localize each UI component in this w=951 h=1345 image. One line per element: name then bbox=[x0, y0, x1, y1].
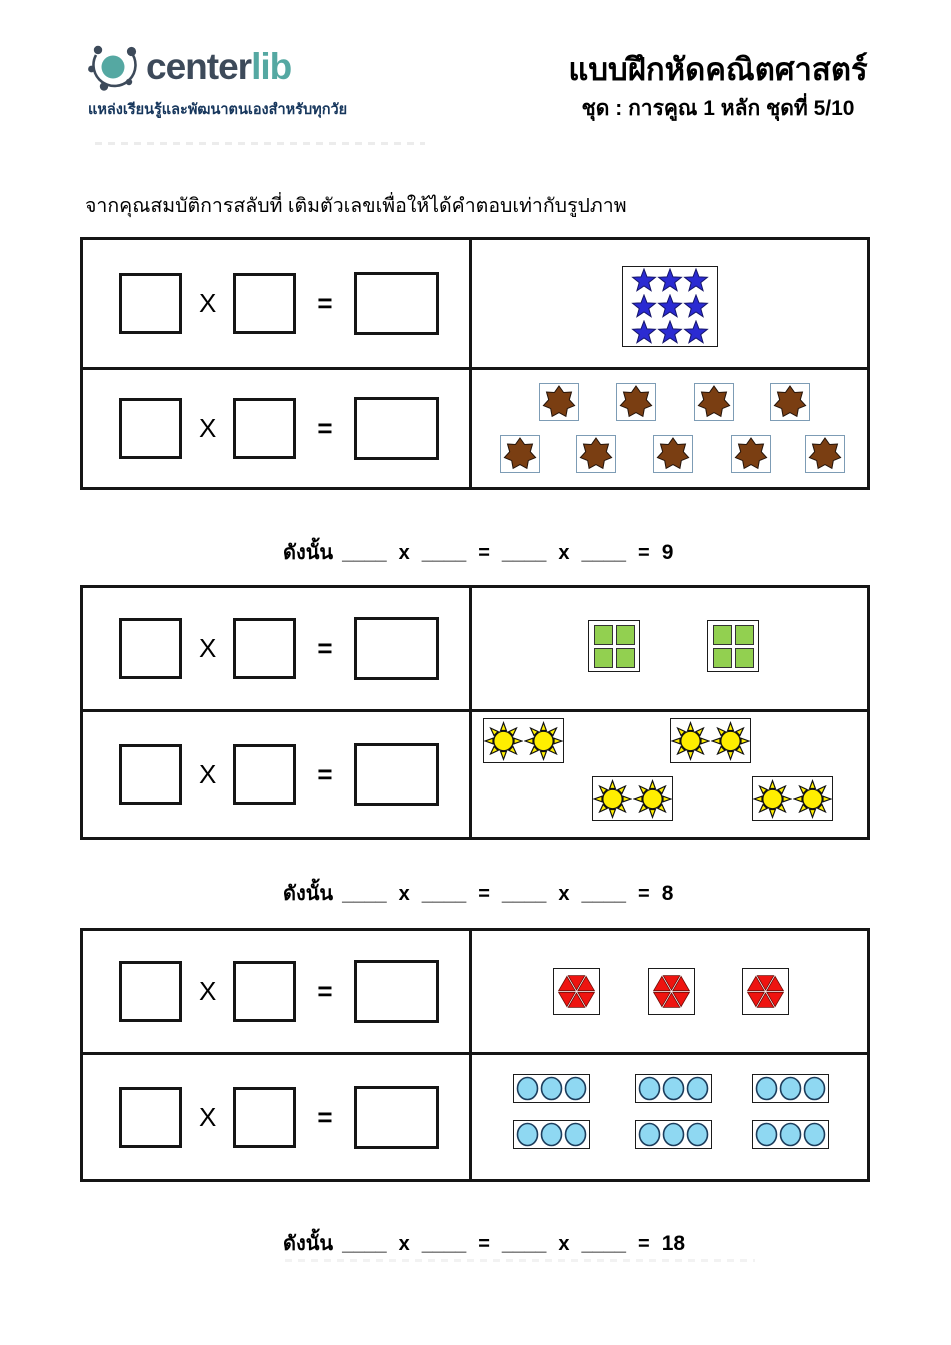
times-label: x bbox=[558, 542, 570, 564]
answer-line-prefix: ดังนั้น bbox=[283, 883, 334, 905]
picture-frame bbox=[752, 1120, 829, 1149]
answer-result: 9 bbox=[661, 541, 674, 564]
sun-icon bbox=[633, 779, 672, 819]
green-square-icon bbox=[594, 625, 613, 645]
answer-box-factor-2[interactable] bbox=[233, 618, 296, 679]
equals-sign: = bbox=[317, 1101, 333, 1132]
problem-table bbox=[80, 585, 870, 840]
answer-blank-2[interactable]: ____ bbox=[421, 542, 467, 564]
green-square-icon bbox=[713, 625, 732, 645]
sun-icon bbox=[593, 779, 632, 819]
answer-box-factor-2[interactable] bbox=[233, 744, 296, 805]
blue-star-icon bbox=[683, 320, 709, 346]
blue-circle-icon bbox=[755, 1122, 778, 1147]
red-triangle-hex-icon bbox=[651, 971, 692, 1012]
picture-frame bbox=[752, 1074, 829, 1103]
picture-frame bbox=[648, 968, 695, 1015]
answer-blank-4[interactable]: ____ bbox=[581, 542, 627, 564]
faint-artifact-line bbox=[95, 142, 425, 145]
instruction-text: จากคุณสมบัติการสลับที่ เติมตัวเลขเพื่อให้ได้คำตอบเท่ากับรูปภาพ bbox=[85, 195, 627, 217]
answer-line bbox=[283, 536, 685, 568]
answer-blank-1[interactable]: ____ bbox=[342, 542, 387, 564]
answer-box-factor-1[interactable] bbox=[119, 1087, 182, 1148]
blue-circle-icon bbox=[516, 1076, 539, 1101]
times-label: x bbox=[558, 883, 570, 905]
equals-label: = bbox=[478, 883, 490, 905]
blue-circle-icon bbox=[516, 1122, 539, 1147]
answer-box-product[interactable] bbox=[354, 1086, 439, 1149]
answer-blank-4[interactable]: ____ bbox=[581, 883, 627, 905]
green-square-grid bbox=[713, 625, 754, 668]
answer-box-product[interactable] bbox=[354, 743, 439, 806]
picture-cell bbox=[472, 712, 867, 837]
picture-cell bbox=[472, 588, 867, 712]
answer-box-factor-2[interactable] bbox=[233, 273, 296, 334]
worksheet-title: แบบฝึกหัดคณิตศาสตร์ bbox=[568, 52, 868, 87]
times-sign: X bbox=[199, 633, 217, 663]
times-sign: X bbox=[199, 1101, 217, 1132]
picture-frame bbox=[635, 1074, 712, 1103]
times-label: x bbox=[398, 542, 410, 564]
green-square-icon bbox=[616, 648, 635, 668]
picture-cell bbox=[472, 240, 867, 370]
times-label: x bbox=[398, 1233, 410, 1255]
sun-icon bbox=[671, 721, 710, 761]
picture-frame bbox=[670, 718, 751, 763]
brown-star-icon bbox=[734, 437, 768, 471]
red-triangle-hex-icon bbox=[745, 971, 786, 1012]
blue-star-icon bbox=[657, 294, 683, 320]
faint-artifact-line bbox=[285, 1259, 755, 1262]
equals-sign: = bbox=[317, 288, 333, 318]
blue-circle-icon bbox=[564, 1076, 587, 1101]
picture-frame bbox=[513, 1074, 590, 1103]
picture-frame bbox=[770, 383, 810, 421]
green-square-icon bbox=[713, 648, 732, 668]
picture-cell bbox=[472, 370, 867, 487]
problem-table bbox=[80, 928, 870, 1182]
sun-icon bbox=[484, 721, 523, 761]
equals-sign: = bbox=[317, 976, 333, 1006]
answer-blank-2[interactable]: ____ bbox=[421, 883, 467, 905]
equals-label: = bbox=[638, 1233, 650, 1255]
picture-frame bbox=[500, 435, 540, 473]
answer-blank-4[interactable]: ____ bbox=[581, 1233, 627, 1255]
red-triangle-hex-icon bbox=[556, 971, 597, 1012]
picture-frame bbox=[592, 776, 673, 821]
blue-circle-icon bbox=[803, 1122, 826, 1147]
brown-star-icon bbox=[503, 437, 537, 471]
brown-star-icon bbox=[656, 437, 690, 471]
blue-circle-icon bbox=[779, 1076, 802, 1101]
equation-cell bbox=[83, 712, 472, 837]
equation-cell bbox=[83, 370, 472, 487]
brown-star-icon bbox=[542, 385, 576, 419]
blue-circle-icon bbox=[662, 1122, 685, 1147]
picture-frame bbox=[707, 620, 759, 672]
brand-wordmark bbox=[146, 46, 291, 88]
brand-tagline: แหล่งเรียนรู้และพัฒนาตนเองสำหรับทุกวัย bbox=[88, 102, 348, 118]
blue-circle-icon bbox=[686, 1122, 709, 1147]
picture-frame bbox=[653, 435, 693, 473]
green-square-icon bbox=[735, 625, 754, 645]
answer-blank-3[interactable]: ____ bbox=[501, 1233, 547, 1255]
sun-icon bbox=[524, 721, 563, 761]
blue-circle-icon bbox=[755, 1076, 778, 1101]
answer-box-factor-1[interactable] bbox=[119, 398, 182, 459]
sun-icon bbox=[793, 779, 832, 819]
answer-box-product[interactable] bbox=[354, 397, 439, 460]
times-label: x bbox=[398, 883, 410, 905]
times-label: x bbox=[558, 1233, 570, 1255]
answer-blank-3[interactable]: ____ bbox=[501, 883, 547, 905]
centerlib-logo-icon bbox=[84, 38, 142, 96]
times-sign: X bbox=[199, 288, 217, 318]
green-square-icon bbox=[594, 648, 613, 668]
picture-frame bbox=[553, 968, 600, 1015]
picture-frame bbox=[752, 776, 833, 821]
picture-frame bbox=[742, 968, 789, 1015]
answer-box-factor-1[interactable] bbox=[119, 273, 182, 334]
picture-frame bbox=[622, 266, 718, 347]
answer-blank-3[interactable]: ____ bbox=[501, 542, 547, 564]
equals-sign: = bbox=[317, 759, 333, 789]
blue-star-icon bbox=[683, 268, 709, 294]
answer-blank-2[interactable]: ____ bbox=[421, 1233, 467, 1255]
answer-blank-1[interactable]: ____ bbox=[342, 1233, 387, 1255]
green-square-icon bbox=[735, 648, 754, 668]
picture-frame bbox=[483, 718, 564, 763]
problem-table bbox=[80, 237, 870, 490]
picture-cell bbox=[472, 1055, 867, 1179]
picture-frame bbox=[576, 435, 616, 473]
blue-circle-icon bbox=[540, 1122, 563, 1147]
answer-result: 8 bbox=[661, 882, 674, 905]
blue-circle-icon bbox=[638, 1122, 661, 1147]
answer-line-prefix: ดังนั้น bbox=[283, 542, 334, 564]
times-sign: X bbox=[199, 976, 217, 1006]
times-sign: X bbox=[199, 759, 217, 789]
answer-line-prefix: ดังนั้น bbox=[283, 1233, 334, 1255]
blue-circle-icon bbox=[686, 1076, 709, 1101]
title-block bbox=[498, 52, 938, 125]
brown-star-icon bbox=[579, 437, 613, 471]
blue-star-icon bbox=[683, 294, 709, 320]
blue-star-icon bbox=[631, 320, 657, 346]
answer-result: 18 bbox=[661, 1232, 686, 1255]
sun-icon bbox=[753, 779, 792, 819]
blue-circle-icon bbox=[779, 1122, 802, 1147]
answer-box-factor-1[interactable] bbox=[119, 618, 182, 679]
answer-box-factor-2[interactable] bbox=[233, 1087, 296, 1148]
brown-star-icon bbox=[808, 437, 842, 471]
brand-secondary: lib bbox=[251, 46, 292, 87]
picture-frame bbox=[731, 435, 771, 473]
blue-star-icon bbox=[657, 320, 683, 346]
equals-label: = bbox=[638, 542, 650, 564]
picture-frame bbox=[588, 620, 640, 672]
equals-sign: = bbox=[317, 413, 333, 443]
blue-circle-icon bbox=[662, 1076, 685, 1101]
equation-cell bbox=[83, 588, 472, 712]
blue-circle-icon bbox=[540, 1076, 563, 1101]
answer-box-factor-1[interactable] bbox=[119, 961, 182, 1022]
answer-box-product[interactable] bbox=[354, 272, 439, 335]
green-square-icon bbox=[616, 625, 635, 645]
picture-cell bbox=[472, 931, 867, 1055]
times-sign: X bbox=[199, 413, 217, 443]
answer-blank-1[interactable]: ____ bbox=[342, 883, 387, 905]
brown-star-icon bbox=[697, 385, 731, 419]
blue-circle-icon bbox=[638, 1076, 661, 1101]
answer-line bbox=[283, 877, 685, 909]
blue-circle-icon bbox=[803, 1076, 826, 1101]
picture-frame bbox=[539, 383, 579, 421]
picture-frame bbox=[694, 383, 734, 421]
equation-cell bbox=[83, 1055, 472, 1179]
equals-label: = bbox=[478, 542, 490, 564]
blue-circle-icon bbox=[564, 1122, 587, 1147]
blue-star-icon bbox=[657, 268, 683, 294]
blue-star-icon bbox=[631, 294, 657, 320]
worksheet-subtitle: ชุด : การคูณ 1 หลัก ชุดที่ 5/10 bbox=[581, 96, 855, 120]
picture-frame bbox=[805, 435, 845, 473]
answer-box-factor-2[interactable] bbox=[233, 398, 296, 459]
answer-box-factor-2[interactable] bbox=[233, 961, 296, 1022]
equation-cell bbox=[83, 931, 472, 1055]
sun-icon bbox=[711, 721, 750, 761]
brown-star-icon bbox=[773, 385, 807, 419]
brown-star-icon bbox=[619, 385, 653, 419]
blue-star-icon bbox=[631, 268, 657, 294]
equals-label: = bbox=[638, 883, 650, 905]
star-grid bbox=[631, 268, 709, 346]
equation-cell bbox=[83, 240, 472, 370]
answer-box-product[interactable] bbox=[354, 617, 439, 680]
brand-primary: center bbox=[146, 46, 252, 87]
answer-line bbox=[283, 1227, 697, 1259]
answer-box-factor-1[interactable] bbox=[119, 744, 182, 805]
picture-frame bbox=[616, 383, 656, 421]
green-square-grid bbox=[594, 625, 635, 668]
picture-frame bbox=[635, 1120, 712, 1149]
equals-label: = bbox=[478, 1233, 490, 1255]
picture-frame bbox=[513, 1120, 590, 1149]
equals-sign: = bbox=[317, 633, 333, 663]
answer-box-product[interactable] bbox=[354, 960, 439, 1023]
